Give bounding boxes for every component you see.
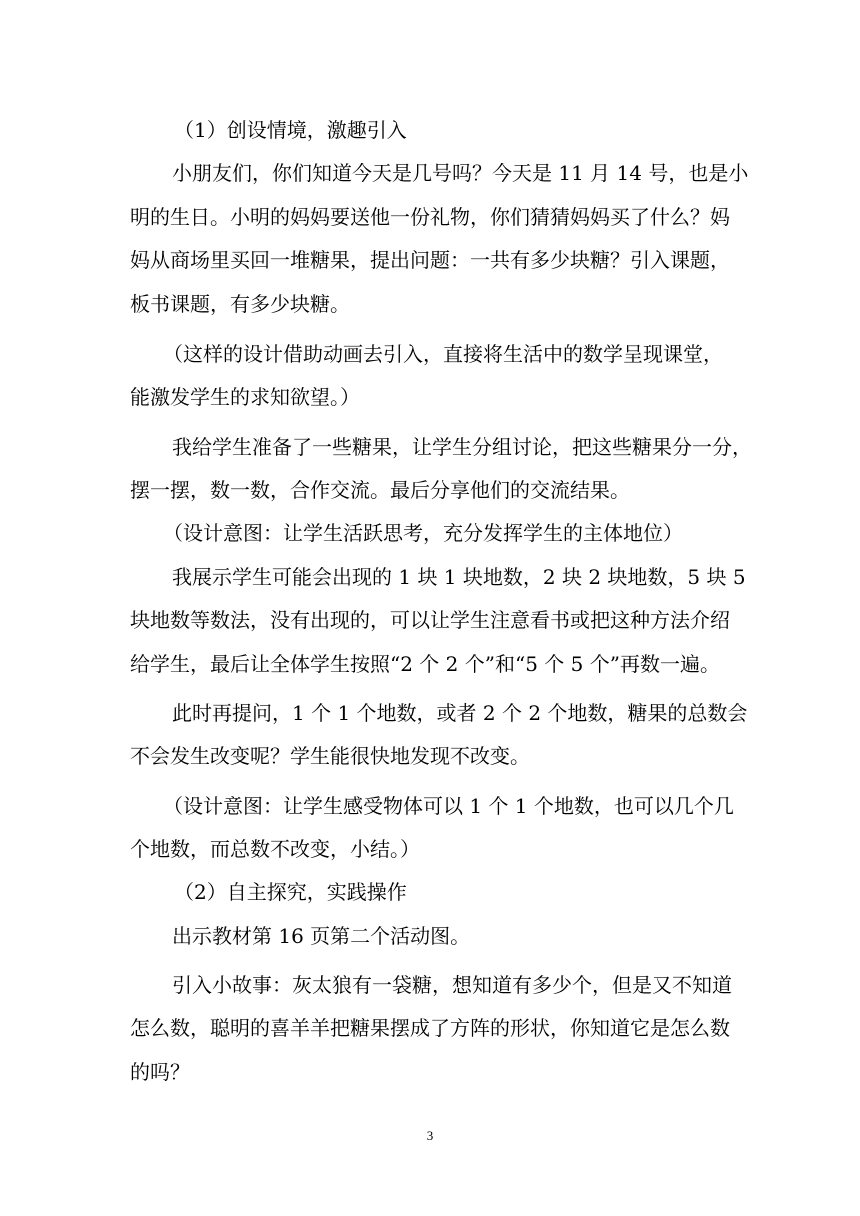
paragraph-line: 小朋友们，你们知道今天是几号吗？今天是 11 月 14 号，也是小 [172, 161, 749, 185]
section-heading-1: （1）创设情境，激趣引入 [174, 118, 407, 142]
page-number: 3 [426, 1128, 434, 1143]
paragraph-line: （设计意图：让学生感受物体可以 1 个 1 个地数，也可以几个几 [163, 794, 734, 818]
paragraph-line: 个地数，而总数不改变，小结。） [130, 837, 420, 861]
paragraph-line: 明的生日。小明的妈妈要送他一份礼物，你们猜猜妈妈买了什么？妈 [130, 205, 730, 229]
paragraph-line: 板书课题，有多少块糖。 [130, 292, 350, 316]
paragraph-line: 的吗？ [130, 1060, 190, 1084]
paragraph-line: 给学生，最后让全体学生按照“2 个 2 个”和“5 个 5 个”再数一遍。 [130, 652, 720, 676]
paragraph-line: 我展示学生可能会出现的 1 块 1 块地数，2 块 2 块地数，5 块 5 [172, 565, 746, 589]
paragraph-line: 我给学生准备了一些糖果，让学生分组讨论，把这些糖果分一分， [172, 435, 752, 459]
paragraph-line: 不会发生改变呢？学生能很快地发现不改变。 [130, 744, 530, 768]
paragraph-line: 块地数等数法，没有出现的，可以让学生注意看书或把这种方法介绍 [130, 608, 730, 632]
paragraph-line: 怎么数，聪明的喜羊羊把糖果摆成了方阵的形状，你知道它是怎么数 [130, 1016, 730, 1040]
paragraph-line: 此时再提问，1 个 1 个地数，或者 2 个 2 个地数，糖果的总数会 [172, 701, 748, 725]
paragraph-line: 妈从商场里买回一堆糖果，提出问题：一共有多少块糖？引入课题， [130, 248, 730, 272]
paragraph-line: （设计意图：让学生活跃思考，充分发挥学生的主体地位） [163, 521, 683, 545]
paragraph-line: 引入小故事：灰太狼有一袋糖，想知道有多少个，但是又不知道 [172, 973, 732, 997]
paragraph-line: 能激发学生的求知欲望。） [130, 385, 360, 409]
paragraph-line: 摆一摆，数一数，合作交流。最后分享他们的交流结果。 [130, 478, 630, 502]
paragraph-line: 出示教材第 16 页第二个活动图。 [172, 924, 471, 948]
section-heading-2: （2）自主探究，实践操作 [174, 880, 407, 904]
paragraph-line: （这样的设计借助动画去引入，直接将生活中的数学呈现课堂， [163, 342, 723, 366]
